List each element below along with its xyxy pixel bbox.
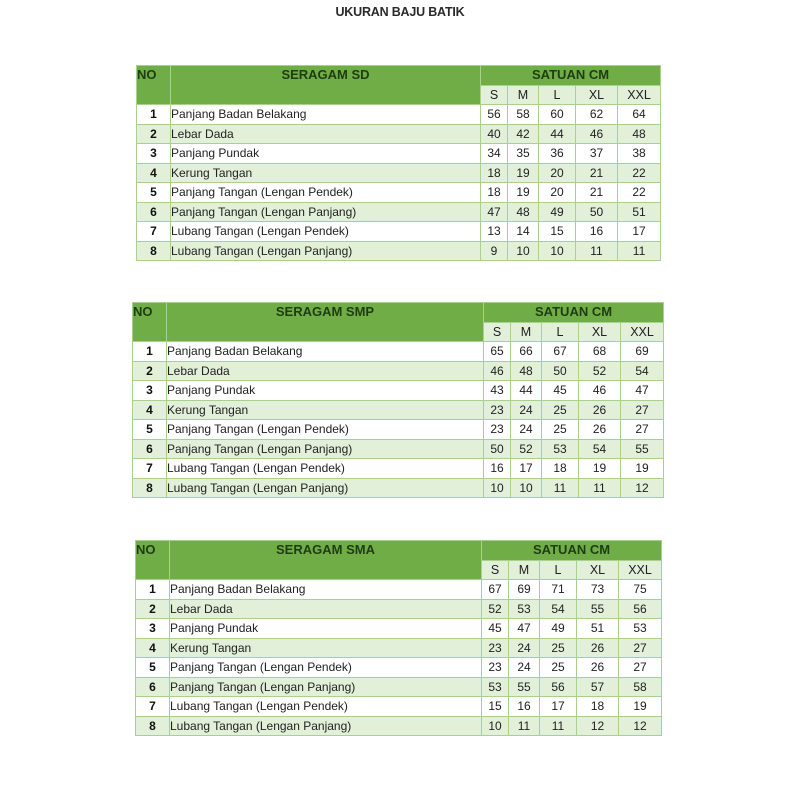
value-xxl: 19 — [619, 697, 662, 717]
size-header-xl: XL — [576, 85, 618, 105]
row-description: Kerung Tangan — [170, 638, 482, 658]
value-xxl: 38 — [618, 144, 661, 164]
value-m: 19 — [508, 183, 539, 203]
value-xl: 26 — [579, 420, 621, 440]
row-number: 4 — [136, 638, 170, 658]
row-description: Kerung Tangan — [167, 400, 484, 420]
row-number: 8 — [133, 478, 167, 498]
value-s: 16 — [484, 459, 511, 479]
table-row — [137, 124, 661, 144]
value-l: 25 — [542, 420, 579, 440]
value-s: 23 — [484, 400, 511, 420]
value-xxl: 48 — [618, 124, 661, 144]
row-number: 8 — [137, 241, 171, 261]
table-row — [136, 638, 662, 658]
value-s: 65 — [484, 342, 511, 362]
value-l: 11 — [542, 478, 579, 498]
header-row — [133, 303, 664, 323]
value-l: 10 — [539, 241, 576, 261]
value-m: 53 — [509, 599, 540, 619]
row-description: Lubang Tangan (Lengan Panjang) — [170, 716, 482, 736]
table-row — [136, 677, 662, 697]
header-row — [137, 66, 661, 86]
table-row — [133, 478, 664, 498]
value-xxl: 51 — [618, 202, 661, 222]
value-s: 46 — [484, 361, 511, 381]
table-row — [137, 183, 661, 203]
row-description: Panjang Tangan (Lengan Pendek) — [170, 658, 482, 678]
value-l: 25 — [540, 638, 577, 658]
value-l: 20 — [539, 183, 576, 203]
value-l: 25 — [542, 400, 579, 420]
value-xl: 54 — [579, 439, 621, 459]
value-l: 50 — [542, 361, 579, 381]
size-table-sd — [136, 65, 661, 261]
size-header-s: S — [481, 85, 508, 105]
row-number: 5 — [133, 420, 167, 440]
value-m: 66 — [511, 342, 542, 362]
value-l: 20 — [539, 163, 576, 183]
size-table-sma — [135, 540, 662, 736]
table-row — [136, 658, 662, 678]
value-l: 11 — [540, 716, 577, 736]
size-header-xxl: XXL — [618, 85, 661, 105]
value-s: 18 — [481, 183, 508, 203]
value-l: 56 — [540, 677, 577, 697]
row-number: 2 — [136, 599, 170, 619]
value-xl: 55 — [577, 599, 619, 619]
value-l: 18 — [542, 459, 579, 479]
value-xxl: 12 — [621, 478, 664, 498]
table-row — [137, 105, 661, 125]
value-m: 24 — [509, 638, 540, 658]
value-m: 48 — [508, 202, 539, 222]
table-row — [137, 202, 661, 222]
row-number: 7 — [136, 697, 170, 717]
size-header-l: L — [542, 322, 579, 342]
value-xxl: 22 — [618, 183, 661, 203]
row-description: Panjang Pundak — [167, 381, 484, 401]
row-description: Lubang Tangan (Lengan Pendek) — [171, 222, 481, 242]
value-xl: 26 — [577, 658, 619, 678]
value-m: 69 — [509, 580, 540, 600]
header-unit: SATUAN CM — [481, 66, 661, 86]
value-xl: 12 — [577, 716, 619, 736]
value-l: 71 — [540, 580, 577, 600]
value-s: 56 — [481, 105, 508, 125]
row-description: Lebar Dada — [167, 361, 484, 381]
table-row — [133, 400, 664, 420]
row-number: 5 — [137, 183, 171, 203]
row-number: 7 — [133, 459, 167, 479]
header-no: NO — [136, 541, 170, 580]
value-xxl: 27 — [621, 400, 664, 420]
value-s: 52 — [482, 599, 509, 619]
value-s: 53 — [482, 677, 509, 697]
value-s: 13 — [481, 222, 508, 242]
value-xxl: 55 — [621, 439, 664, 459]
value-m: 24 — [511, 420, 542, 440]
row-number: 2 — [137, 124, 171, 144]
row-number: 3 — [137, 144, 171, 164]
value-m: 10 — [511, 478, 542, 498]
value-xxl: 64 — [618, 105, 661, 125]
table-row — [137, 222, 661, 242]
value-xl: 11 — [579, 478, 621, 498]
row-description: Panjang Tangan (Lengan Panjang) — [170, 677, 482, 697]
value-xl: 37 — [576, 144, 618, 164]
row-number: 5 — [136, 658, 170, 678]
value-m: 24 — [511, 400, 542, 420]
size-header-m: M — [508, 85, 539, 105]
value-m: 35 — [508, 144, 539, 164]
value-xxl: 56 — [619, 599, 662, 619]
value-xl: 57 — [577, 677, 619, 697]
row-description: Panjang Tangan (Lengan Pendek) — [171, 183, 481, 203]
value-s: 23 — [482, 638, 509, 658]
value-m: 55 — [509, 677, 540, 697]
header-no: NO — [133, 303, 167, 342]
value-xl: 50 — [576, 202, 618, 222]
header-title: SERAGAM SMA — [170, 541, 482, 580]
value-xl: 52 — [579, 361, 621, 381]
value-s: 47 — [481, 202, 508, 222]
value-xxl: 19 — [621, 459, 664, 479]
row-number: 4 — [137, 163, 171, 183]
value-s: 43 — [484, 381, 511, 401]
table-row — [137, 163, 661, 183]
table-row — [133, 439, 664, 459]
value-l: 36 — [539, 144, 576, 164]
value-xl: 19 — [579, 459, 621, 479]
value-s: 50 — [484, 439, 511, 459]
table-row — [136, 619, 662, 639]
value-m: 48 — [511, 361, 542, 381]
value-xl: 46 — [576, 124, 618, 144]
value-l: 25 — [540, 658, 577, 678]
row-number: 6 — [136, 677, 170, 697]
row-description: Lebar Dada — [170, 599, 482, 619]
value-xl: 21 — [576, 163, 618, 183]
size-header-xxl: XXL — [621, 322, 664, 342]
table-row — [136, 697, 662, 717]
value-s: 23 — [482, 658, 509, 678]
size-table-smp — [132, 302, 664, 498]
value-l: 45 — [542, 381, 579, 401]
value-xl: 21 — [576, 183, 618, 203]
row-description: Panjang Pundak — [170, 619, 482, 639]
header-unit: SATUAN CM — [482, 541, 662, 561]
value-xl: 11 — [576, 241, 618, 261]
row-description: Panjang Badan Belakang — [171, 105, 481, 125]
table-row — [133, 459, 664, 479]
value-m: 47 — [509, 619, 540, 639]
value-s: 45 — [482, 619, 509, 639]
table-row — [136, 599, 662, 619]
value-m: 16 — [509, 697, 540, 717]
value-s: 10 — [484, 478, 511, 498]
value-s: 9 — [481, 241, 508, 261]
row-description: Panjang Badan Belakang — [170, 580, 482, 600]
value-s: 40 — [481, 124, 508, 144]
value-l: 53 — [542, 439, 579, 459]
value-m: 19 — [508, 163, 539, 183]
row-description: Panjang Tangan (Lengan Pendek) — [167, 420, 484, 440]
value-m: 44 — [511, 381, 542, 401]
value-xl: 26 — [577, 638, 619, 658]
header-no: NO — [137, 66, 171, 105]
header-title: SERAGAM SD — [171, 66, 481, 105]
value-l: 67 — [542, 342, 579, 362]
value-xxl: 17 — [618, 222, 661, 242]
value-l: 15 — [539, 222, 576, 242]
value-m: 17 — [511, 459, 542, 479]
value-xxl: 58 — [619, 677, 662, 697]
row-number: 7 — [137, 222, 171, 242]
table-row — [136, 716, 662, 736]
row-number: 4 — [133, 400, 167, 420]
value-xl: 26 — [579, 400, 621, 420]
value-xxl: 12 — [619, 716, 662, 736]
value-s: 15 — [482, 697, 509, 717]
row-number: 2 — [133, 361, 167, 381]
row-description: Lebar Dada — [171, 124, 481, 144]
size-header-xxl: XXL — [619, 560, 662, 580]
row-description: Lubang Tangan (Lengan Pendek) — [170, 697, 482, 717]
size-header-l: L — [539, 85, 576, 105]
value-s: 23 — [484, 420, 511, 440]
value-m: 42 — [508, 124, 539, 144]
value-s: 67 — [482, 580, 509, 600]
row-number: 1 — [133, 342, 167, 362]
row-number: 8 — [136, 716, 170, 736]
value-xl: 16 — [576, 222, 618, 242]
row-description: Panjang Tangan (Lengan Panjang) — [171, 202, 481, 222]
row-description: Panjang Tangan (Lengan Panjang) — [167, 439, 484, 459]
header-unit: SATUAN CM — [484, 303, 664, 323]
value-m: 52 — [511, 439, 542, 459]
value-xxl: 75 — [619, 580, 662, 600]
header-title: SERAGAM SMP — [167, 303, 484, 342]
row-description: Lubang Tangan (Lengan Panjang) — [171, 241, 481, 261]
row-description: Lubang Tangan (Lengan Pendek) — [167, 459, 484, 479]
value-xl: 18 — [577, 697, 619, 717]
size-header-s: S — [482, 560, 509, 580]
value-s: 10 — [482, 716, 509, 736]
table-row — [137, 144, 661, 164]
value-s: 18 — [481, 163, 508, 183]
value-xxl: 27 — [621, 420, 664, 440]
value-m: 10 — [508, 241, 539, 261]
table-row — [133, 342, 664, 362]
value-xxl: 27 — [619, 638, 662, 658]
value-l: 17 — [540, 697, 577, 717]
value-l: 44 — [539, 124, 576, 144]
value-s: 34 — [481, 144, 508, 164]
size-header-s: S — [484, 322, 511, 342]
value-m: 24 — [509, 658, 540, 678]
value-xl: 46 — [579, 381, 621, 401]
value-xxl: 27 — [619, 658, 662, 678]
table-row — [133, 420, 664, 440]
table-row — [133, 381, 664, 401]
value-m: 11 — [509, 716, 540, 736]
value-xl: 73 — [577, 580, 619, 600]
value-xxl: 22 — [618, 163, 661, 183]
value-m: 14 — [508, 222, 539, 242]
value-xxl: 47 — [621, 381, 664, 401]
row-number: 3 — [133, 381, 167, 401]
value-xxl: 11 — [618, 241, 661, 261]
value-xl: 51 — [577, 619, 619, 639]
value-xxl: 69 — [621, 342, 664, 362]
row-description: Panjang Pundak — [171, 144, 481, 164]
row-number: 3 — [136, 619, 170, 639]
size-header-m: M — [509, 560, 540, 580]
value-xl: 62 — [576, 105, 618, 125]
table-row — [137, 241, 661, 261]
row-description: Panjang Badan Belakang — [167, 342, 484, 362]
row-number: 1 — [137, 105, 171, 125]
size-header-xl: XL — [577, 560, 619, 580]
row-description: Lubang Tangan (Lengan Panjang) — [167, 478, 484, 498]
header-row — [136, 541, 662, 561]
value-m: 58 — [508, 105, 539, 125]
value-xxl: 54 — [621, 361, 664, 381]
table-row — [133, 361, 664, 381]
row-number: 6 — [133, 439, 167, 459]
size-header-xl: XL — [579, 322, 621, 342]
value-xl: 68 — [579, 342, 621, 362]
row-number: 1 — [136, 580, 170, 600]
value-l: 54 — [540, 599, 577, 619]
size-header-m: M — [511, 322, 542, 342]
page-title: UKURAN BAJU BATIK — [335, 5, 465, 19]
row-description: Kerung Tangan — [171, 163, 481, 183]
size-header-l: L — [540, 560, 577, 580]
value-l: 49 — [540, 619, 577, 639]
value-l: 49 — [539, 202, 576, 222]
value-xxl: 53 — [619, 619, 662, 639]
table-row — [136, 580, 662, 600]
row-number: 6 — [137, 202, 171, 222]
value-l: 60 — [539, 105, 576, 125]
